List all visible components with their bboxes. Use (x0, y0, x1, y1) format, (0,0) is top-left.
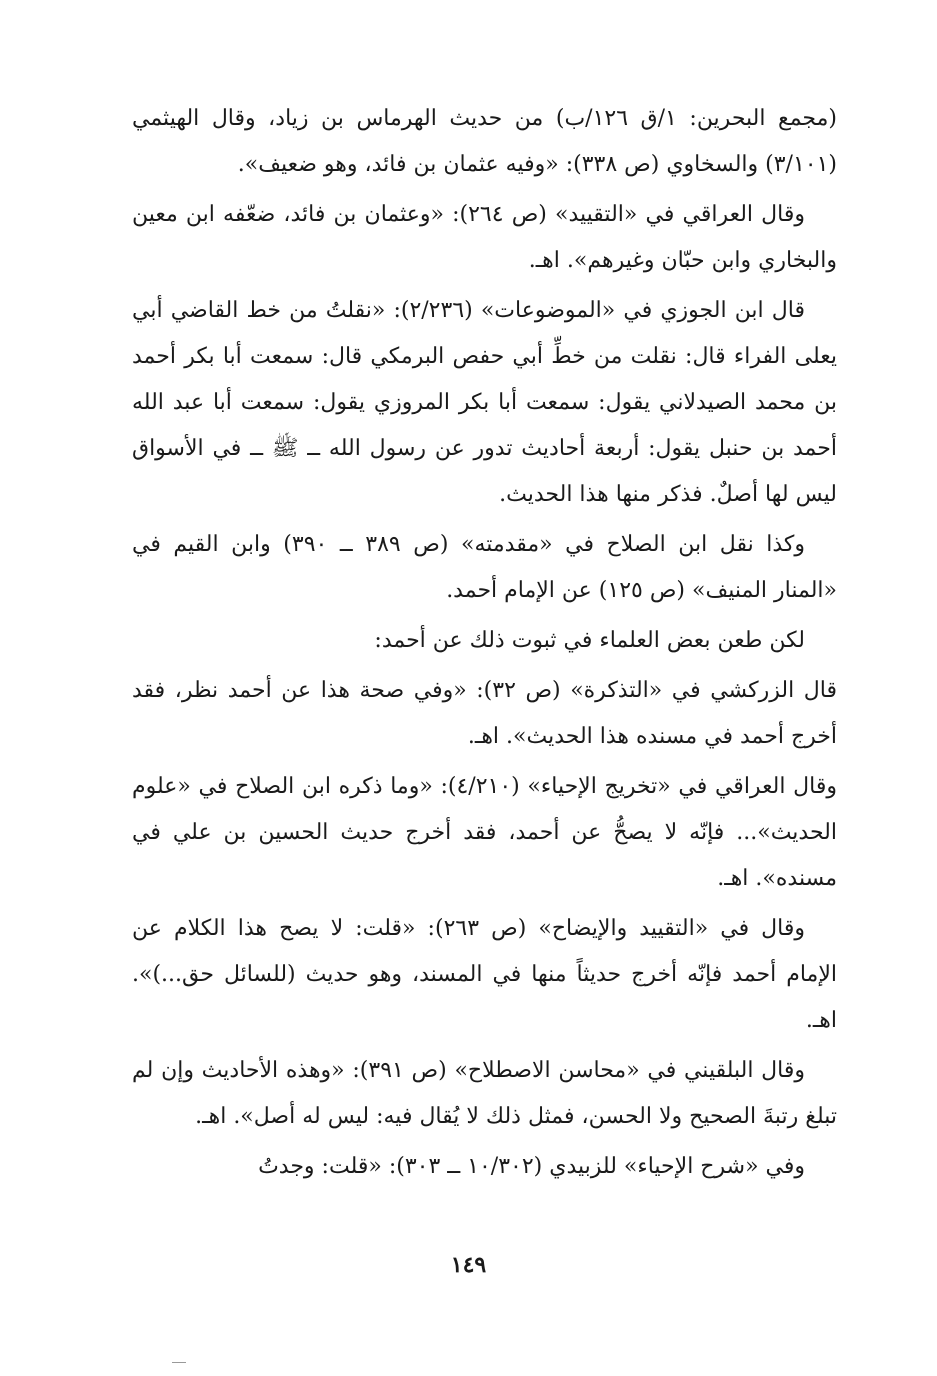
paragraph-1: (مجمع البحرين: ١/ق ١٢٦/ب) من حديث الهرماس بن زياد، وقال الهيثمي (٣/١٠١) والسخاوي (ص ٣٣٨): «وفيه عثمان بن فائد، وهو ضعيف». (132, 106, 837, 177)
paragraph-3: قال ابن الجوزي في «الموضوعات» (٢/٢٣٦): «نقلتُ من خط القاضي أبي يعلى الفراء قال: نقلت من خطِّ أبي حفص البرمكي قال: سمعت أبا بكر أحمد بن محمد الصيدلاني يقول: سمعت أبا بكر المروزي يقول: سمعت أبا عبد الله أحمد بن حنبل يقول: أربعة أحاديث تدور عن رسول الله ــ ﷺ ــ في الأسواق ليس لها أصلٌ. فذكر منها هذا الحديث. (132, 298, 837, 507)
page-number: ١٤٩ (450, 1252, 487, 1278)
scan-mark (172, 1362, 186, 1363)
paragraph-8: وقال في «التقييد والإيضاح» (ص ٢٦٣): «قلت: لا يصح هذا الكلام عن الإمام أحمد فإنّه أخرج حديثاً منها في المسند، وهو حديث (للسائل حق...)». اهـ. (132, 916, 837, 1033)
body-text (132, 96, 837, 1194)
paragraph-9: وقال البلقيني في «محاسن الاصطلاح» (ص ٣٩١): «وهذه الأحاديث وإن لم تبلغ رتبةَ الصحيح ولا الحسن، فمثل ذلك لا يُقال فيه: ليس له أصل». اهـ. (132, 1058, 837, 1129)
paragraph-4: وكذا نقل ابن الصلاح في «مقدمته» (ص ٣٨٩ ــ ٣٩٠) وابن القيم في «المنار المنيف» (ص ١٢٥) عن الإمام أحمد. (132, 532, 837, 603)
paragraph-2: وقال العراقي في «التقييد» (ص ٢٦٤): «وعثمان بن فائد، ضعّفه ابن معين والبخاري وابن حبّان وغيرهم». اهـ. (132, 202, 837, 273)
paragraph-10: وفي «شرح الإحياء» للزبيدي (١٠/٣٠٢ ــ ٣٠٣): «قلت: وجدتُ (258, 1154, 805, 1179)
paragraph-5: لكن طعن بعض العلماء في ثبوت ذلك عن أحمد: (374, 628, 805, 653)
paragraph-6: قال الزركشي في «التذكرة» (ص ٣٢): «وفي صحة هذا عن أحمد نظر، فقد أخرج أحمد في مسنده هذا الحديث». اهـ. (132, 678, 838, 749)
paragraph-7: وقال العراقي في «تخريج الإحياء» (٤/٢١٠): «وما ذكره ابن الصلاح في «علوم الحديث»... فإنّه لا يصحُّ عن أحمد، فقد أخرج حديث الحسين بن علي في مسنده». اهـ. (132, 774, 838, 891)
